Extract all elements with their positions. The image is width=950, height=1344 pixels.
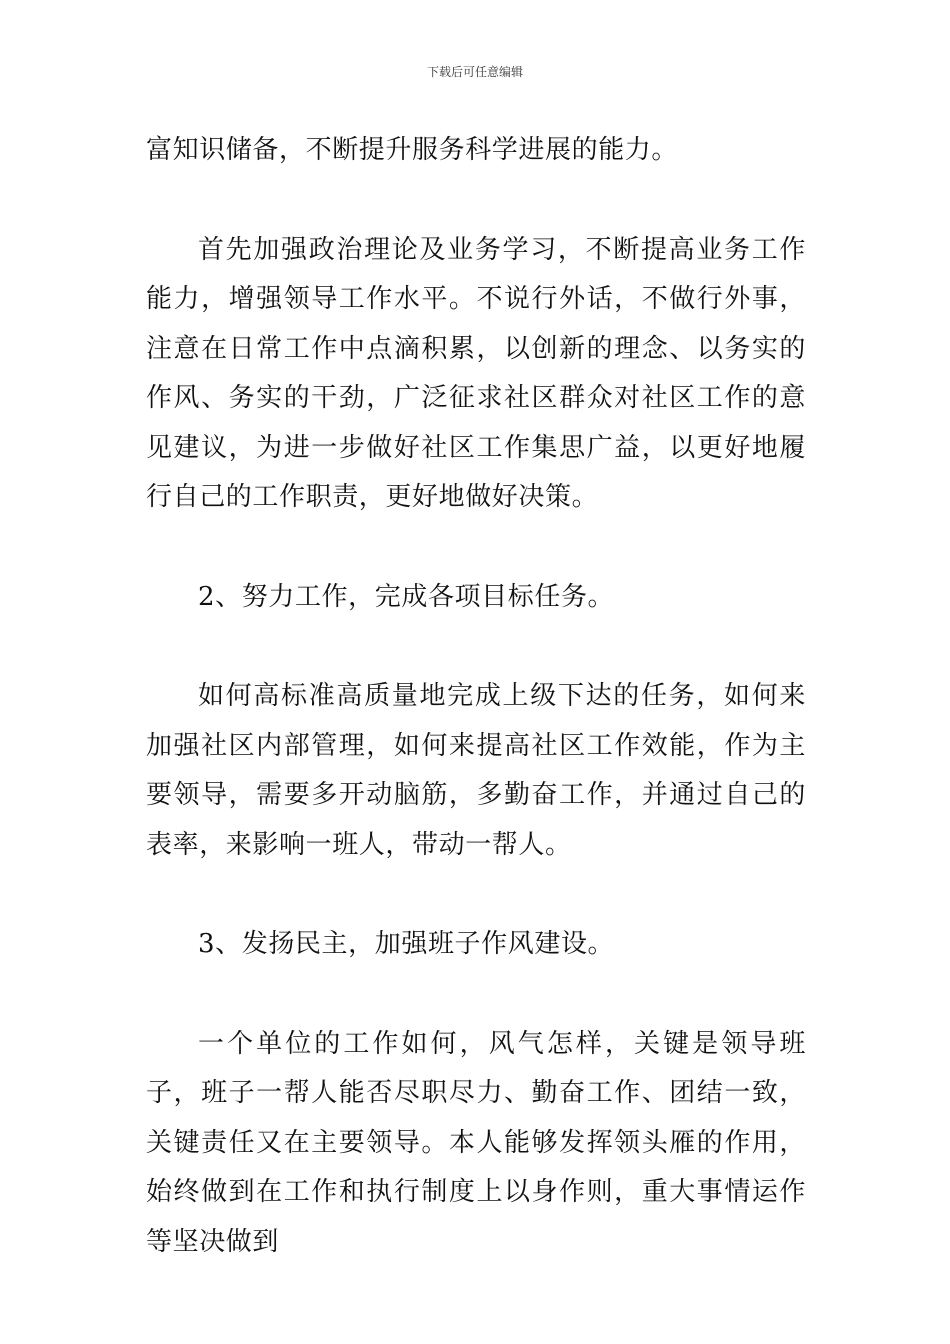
section-heading-2: 2、努力工作，完成各项目标任务。 — [198, 581, 615, 612]
paragraph-tasks: 如何高标准高质量地完成上级下达的任务，如何来加强社区内部管理，如何来提高社区工作效能，作为主要领导，需要多开动脑筋，多勤奋工作，并通过自己的表率，来影响一班人，带动一帮人。 — [146, 681, 806, 860]
page-header: 下载后可任意编辑 — [426, 65, 523, 79]
section-heading-3: 3、发扬民主，加强班子作风建设。 — [198, 929, 615, 959]
paragraph-leadership: 一个单位的工作如何，风气怎样，关键是领导班子，班子一帮人能否尽职尽力、勤奋工作、团结一致，关键责任又在主要领导。本人能够发挥领头雁的作用，始终做到在工作和执行制度上以身作则，重大事情运作等坚决做到 — [146, 1028, 806, 1257]
paragraph-gap — [146, 176, 806, 226]
document-body — [146, 126, 806, 1267]
paragraph-study: 首先加强政治理论及业务学习，不断提高业务工作能力，增强领导工作水平。不说行外话，不做行外事，注意在日常工作中点滴积累，以创新的理念、以务实的作风、务实的干劲，广泛征求社区群众对社区工作的意见建议，为进一步做好社区工作集思广益，以更好地履行自己的工作职责，更好地做好决策。 — [146, 234, 806, 512]
paragraph-gap — [146, 970, 806, 1020]
paragraph-continuation: 富知识储备，不断提升服务科学进展的能力。 — [146, 135, 679, 165]
paragraph-gap — [146, 870, 806, 920]
paragraph-gap — [146, 622, 806, 672]
paragraph-gap — [146, 523, 806, 573]
